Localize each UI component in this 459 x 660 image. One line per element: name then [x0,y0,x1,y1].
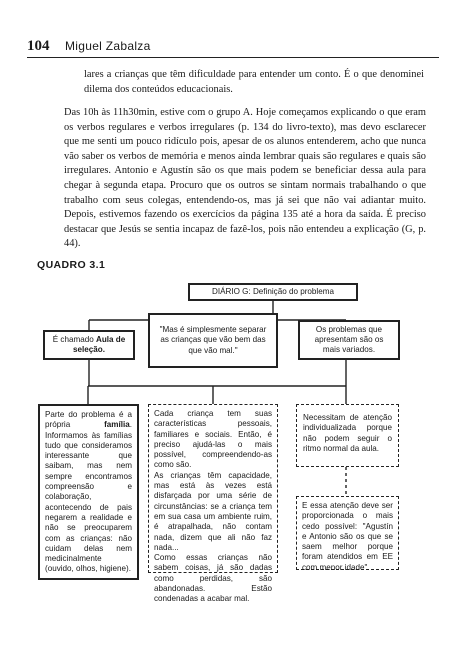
selection-box [43,330,135,360]
author-name: Miguel Zabalza [65,39,151,53]
quote-paragraph: lares a crianças que têm dificuldade para entender um conto. É o que denominei dilema dos conteúdos educacionais. [84,69,424,95]
family-box-text-b: . Informamos às famílias tudo que consideramos interessante que saibam, mas nem sempre encontramos compreensão e colaboração, acontecendo de pais negarem a realidade e não se preocuparem com as crianças: não cuidam delas nem medicinalmente (ouvido, olhos, higiene). [45,420,132,574]
family-box-text-a: Parte do problema é a própria [45,410,132,430]
selection-box-label: É chamado [52,334,96,344]
children-box [148,404,278,604]
family-box-bold: família [104,420,130,430]
selection-box-text [51,335,127,356]
family-box [38,404,139,580]
attention-box [296,404,399,467]
early-attention-box [296,496,399,570]
figure-title: QUADRO 3.1 [37,259,106,271]
problems-box-label: Os problemas que apresentam são os mais variados. [314,324,384,355]
children-box-para-1: Cada criança tem suas características pessoais, familiares e sociais. Então, é preciso ajudá-las o mais possível, compreendendo-as como são. [154,409,272,470]
problems-box [298,320,400,360]
top-box-label: DIÁRIO G: Definição do problema [212,286,334,296]
selection-box-bold: Aula de seleção. [73,334,126,354]
quote-box [148,313,278,368]
body-paragraph: Das 10h às 11h30min, estive com o grupo A. Hoje começamos explicando o que eram os verbos regulares e verbos irregulares (p. 134 do livro-texto), mas devo esclarecer que me senti um pouco ridículo pois, apesar de os alunos entenderem, acho que nunca vão saber os verbos de memória e menos ainda lembrar quais são regulares e quais são irregulares. Antonio e Agustín são os que mais podem se beneficiar dessa aula para chegar à segunda etapa. Procuro que os outros se sintam normais trabalhando o que trabalho com seus colegas, entendendo-os, mas já sei que não vai adiantar muito. Depois, estivemos fazendo os exercícios da página 135 até a hora da saída. É preciso destacar que Jesús se sentia incapaz de fazê-los, pois não entendeu a explicação (G, p. 44). [64,107,426,250]
quote-box-label: "Mas é simplesmente separar as crianças que vão bem das que vão mal." [159,325,267,355]
page-number: 104 [27,38,50,54]
early-attention-box-label: E essa atenção deve ser proporcionada o mais cedo possível: "Agustín e Antonio são os que se saem melhor porque foram atendidos em EE com menor idade". [302,501,393,572]
top-box [188,283,358,301]
children-box-para-2: As crianças têm capacidade, mas está às vezes está disfarçada por uma série de circunstâncias: se a criança tem em sua casa um ambiente ruim, é atrapalhada, não contam nada, dizem que ali não faz nada... [154,470,272,552]
attention-box-label: Necessitam de atenção individualizada porque não podem seguir o ritmo normal da aula. [303,413,392,453]
children-box-para-3: Como essas crianças não sabem coisas, já são dadas como perdidas, são abandonadas. Estão condenadas a acabar mal. [154,553,272,604]
